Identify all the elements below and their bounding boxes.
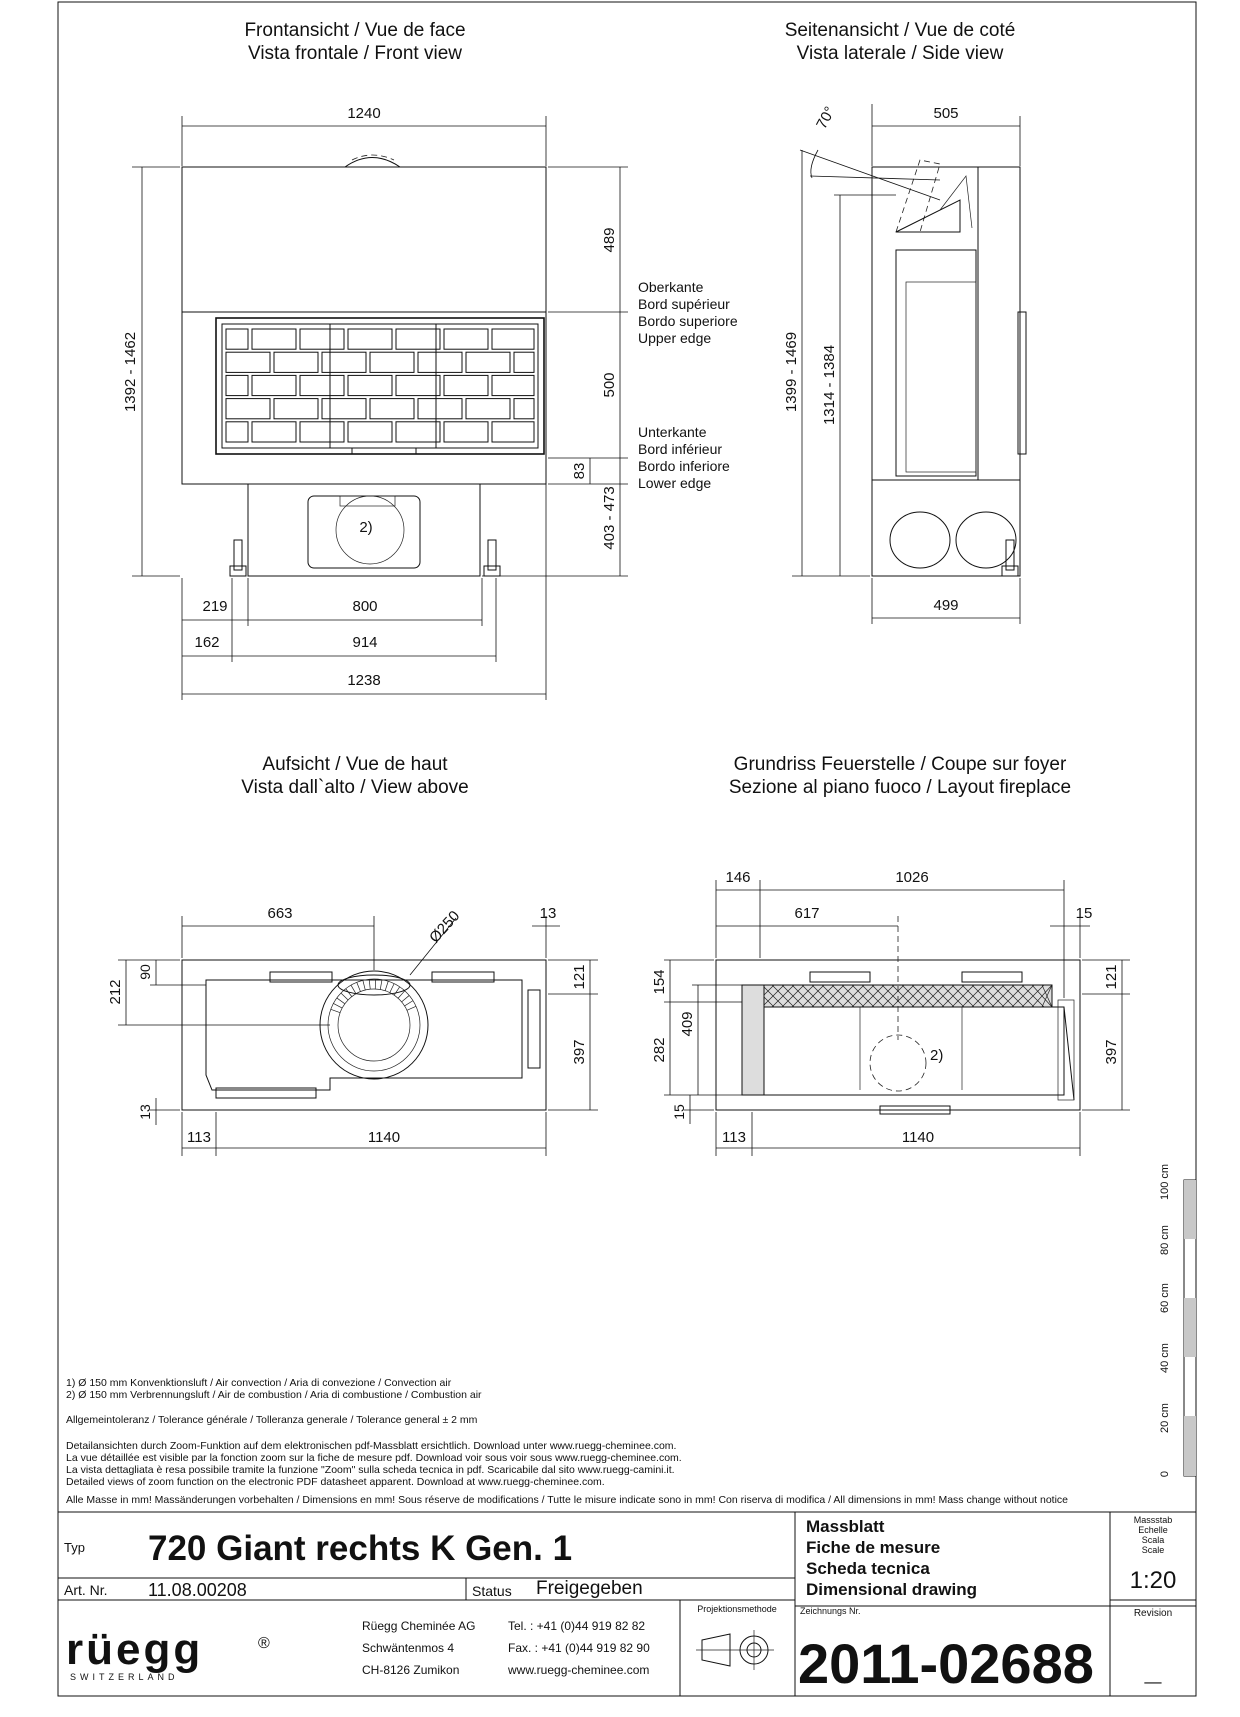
projection-label: Projektionsmethode (697, 1604, 777, 1614)
top-flue-rays (331, 979, 416, 1013)
firebrick (466, 399, 510, 419)
plan-view-title-2: Sezione al piano fuoco / Layout fireplace (728, 777, 1072, 798)
logo-text: rüegg (66, 1625, 204, 1674)
plan-dim-397: 397 (1103, 1039, 1120, 1065)
ruegg-logo (66, 1625, 270, 1682)
top-dim-397: 397 (571, 1039, 588, 1065)
plan-dim-409: 409 (679, 1011, 696, 1037)
scale-label-60: 60 cm (1159, 1283, 1171, 1313)
firebrick (322, 352, 366, 372)
side-dim-depth-bottom: 499 (933, 597, 959, 614)
plan-dim-1026: 1026 (895, 869, 929, 886)
side-view (783, 20, 1026, 624)
front-dim-width-top: 1240 (347, 105, 381, 122)
zoom-note-de: Detailansichten durch Zoom-Funktion auf dem elektronischen pdf-Massblatt ersichtlich. Download unter www.ruegg-cheminee.com. (66, 1440, 677, 1452)
plan-dim-15a: 15 (1075, 905, 1093, 922)
top-dim-113: 113 (187, 1129, 211, 1146)
side-view-title-1: Seitenansicht / Vue de coté (784, 20, 1016, 41)
firebrick (274, 399, 318, 419)
top-dim-663: 663 (267, 905, 293, 922)
front-dim-width-bottom: 1238 (347, 672, 381, 689)
scale-label-3: Scala (1141, 1535, 1165, 1545)
side-dim-h2: 1314 - 1384 (821, 344, 838, 426)
firebrick (396, 329, 440, 349)
scale-label-4: Scale (1141, 1545, 1165, 1555)
firebrick (252, 329, 296, 349)
lower-edge-line-4: Lower edge (638, 475, 712, 491)
scale-label-80: 80 cm (1159, 1225, 1171, 1255)
scale-label-100: 100 cm (1159, 1163, 1171, 1201)
company-tel: Tel. : +41 (0)44 919 82 82 (508, 1619, 646, 1633)
status-value: Freigegeben (536, 1578, 643, 1599)
firebrick (300, 375, 344, 395)
revision-value: _ (1144, 1654, 1162, 1687)
art-nr-label: Art. Nr. (64, 1582, 108, 1598)
front-dim-lower: 83 (571, 462, 588, 480)
plan-dim-154: 154 (651, 969, 668, 995)
plan-dim-617: 617 (794, 905, 820, 922)
top-dim-90: 90 (137, 964, 153, 980)
front-view (122, 20, 738, 700)
firebrick (492, 375, 534, 395)
side-dim-depth-top: 505 (933, 105, 959, 122)
top-dim-13b: 13 (137, 1104, 153, 1120)
upper-edge-line-4: Upper edge (638, 330, 712, 346)
firebrick (300, 329, 344, 349)
note-all-dimensions (66, 1494, 1068, 1506)
firebrick (348, 422, 392, 442)
company-city: CH-8126 Zumikon (362, 1663, 460, 1677)
plan-dim-1140: 1140 (901, 1129, 935, 1146)
scale-label-20: 20 cm (1159, 1403, 1171, 1433)
front-dim-162: 162 (194, 634, 220, 651)
note-1: 1) Ø 150 mm Konvenktionsluft / Air convection / Aria di convezione / Convection air (66, 1377, 452, 1389)
plan-air-opening (870, 1035, 926, 1091)
doc-type-3: Scheda tecnica (806, 1559, 930, 1578)
side-view-title-2: Vista laterale / Side view (796, 43, 1004, 64)
title-block (58, 1512, 1196, 1696)
upper-edge-line-1: Oberkante (638, 279, 704, 295)
firebrick (492, 422, 534, 442)
firebrick (514, 399, 534, 419)
front-dim-219: 219 (202, 598, 228, 615)
side-dim-h1: 1399 - 1469 (783, 331, 800, 413)
front-dim-base: 403 - 473 (601, 486, 618, 550)
firebrick (514, 352, 534, 372)
status-label: Status (472, 1583, 512, 1599)
firebrick (396, 375, 440, 395)
front-firebricks (226, 324, 534, 448)
notes-zoom (66, 1440, 682, 1488)
drawing-no: 2011-02688 (798, 1632, 1094, 1695)
top-view-title-2: Vista dall`alto / View above (241, 777, 469, 798)
top-dim-121: 121 (571, 964, 588, 990)
front-view-title-1: Frontansicht / Vue de face (244, 20, 466, 41)
tolerance-text: Allgemeintoleranz / Tolerance générale / Tolleranza generale / Tolerance general ± 2 mm (66, 1414, 478, 1426)
top-view (107, 754, 598, 1156)
firebrick (348, 375, 392, 395)
note-tolerance (66, 1414, 477, 1426)
front-dim-800: 800 (352, 598, 378, 615)
front-dim-914: 914 (352, 634, 378, 651)
scale-label-0: 0 (1159, 1470, 1171, 1478)
firebrick (370, 352, 414, 372)
plan-dim-282: 282 (651, 1037, 668, 1063)
top-dim-13a: 13 (539, 905, 557, 922)
plan-dim-15b: 15 (671, 1104, 687, 1120)
firebrick (226, 352, 270, 372)
front-dim-door: 500 (601, 372, 618, 398)
zoom-note-it: La vista dettagliata è resa possibile tramite la funzione "Zoom" sulla scheda tecnica in pdf. Scaricabile dal sito www.ruegg-camini.it. (66, 1464, 675, 1476)
firebrick (444, 375, 488, 395)
company-fax: Fax. : +41 (0)44 919 82 90 (508, 1641, 650, 1655)
front-dim-upper: 489 (601, 227, 618, 253)
doc-type-2: Fiche de mesure (806, 1538, 941, 1557)
logo-sub: SWITZERLAND (70, 1672, 179, 1682)
firebrick (444, 422, 488, 442)
plan-view (651, 754, 1130, 1156)
company-street: Schwäntenmos 4 (362, 1641, 455, 1655)
firebrick (418, 352, 462, 372)
zoom-note-en: Detailed views of zoom function on the electronic PDF datasheet apparent. Download at www.ruegg-cheminee.com. (66, 1476, 605, 1488)
drawing-no-label: Zeichnungs Nr. (800, 1606, 861, 1616)
scale-label-1: Massstab (1133, 1515, 1173, 1525)
firebrick (274, 352, 318, 372)
note-2: 2) Ø 150 mm Verbrennungsluft / Air de combustion / Aria di combustione / Combustion air (66, 1389, 482, 1401)
doc-type-4: Dimensional drawing (806, 1580, 977, 1599)
firebrick (252, 422, 296, 442)
top-dim-212: 212 (107, 979, 124, 1005)
doc-type-1: Massblatt (806, 1517, 885, 1536)
notes-footnotes (66, 1377, 482, 1401)
front-hood (182, 167, 546, 312)
projection-symbol-icon (696, 1630, 774, 1670)
front-callout-2: 2) (359, 519, 373, 536)
firebrick (226, 422, 248, 442)
top-dim-flue: Ø250 (426, 907, 464, 947)
all-dimensions-text: Alle Masse in mm! Massänderungen vorbehalten / Dimensions en mm! Sous réserve de modifications / Tutte le misure indicate sono in mm! Con riserva di modifica / All dimensions in mm! Mass change without notice (66, 1494, 1069, 1506)
scale-label-2: Echelle (1138, 1525, 1168, 1535)
side-body (872, 167, 1020, 480)
upper-edge-line-3: Bordo superiore (638, 313, 738, 329)
plan-callout-2: 2) (930, 1047, 944, 1064)
side-air-opening-1 (890, 512, 950, 568)
scale-label-40: 40 cm (1159, 1343, 1171, 1373)
scale-value: 1:20 (1129, 1567, 1177, 1594)
plan-view-title-1: Grundriss Feuerstelle / Coupe sur foyer (733, 754, 1067, 775)
company-name: Rüegg Cheminée AG (362, 1619, 476, 1633)
firebrick (322, 399, 366, 419)
top-dim-1140: 1140 (367, 1129, 401, 1146)
revision-label: Revision (1133, 1608, 1173, 1619)
plan-dim-113: 113 (722, 1129, 746, 1146)
firebrick (348, 329, 392, 349)
firebrick (226, 375, 248, 395)
scale-bar (1159, 1164, 1196, 1477)
firebrick (492, 329, 534, 349)
logo-reg: ® (258, 1635, 270, 1652)
plan-dim-146: 146 (725, 869, 751, 886)
firebrick (300, 422, 344, 442)
top-flue (320, 971, 428, 1079)
zoom-note-fr: La vue détaillée est visible par la fonction zoom sur la fiche de mesure pdf. Download voir sous voir sous www.ruegg-cheminee.com. (66, 1452, 682, 1464)
firebrick (370, 399, 414, 419)
firebrick (226, 399, 270, 419)
firebrick (252, 375, 296, 395)
upper-edge-line-2: Bord supérieur (638, 296, 730, 312)
firebrick (226, 329, 248, 349)
firebrick (396, 422, 440, 442)
lower-edge-line-3: Bordo inferiore (638, 458, 730, 474)
front-door-handle (352, 448, 416, 454)
firebrick (444, 329, 488, 349)
front-view-title-2: Vista frontale / Front view (247, 43, 463, 64)
typ-label: Typ (64, 1540, 85, 1555)
typ-value: 720 Giant rechts K Gen. 1 (148, 1529, 573, 1568)
top-view-title-1: Aufsicht / Vue de haut (262, 754, 448, 775)
lower-edge-line-2: Bord inférieur (638, 441, 723, 457)
plan-dim-121: 121 (1103, 964, 1120, 990)
art-nr-value: 11.08.00208 (148, 1580, 247, 1600)
side-dim-angle: 70° (813, 103, 839, 132)
lower-edge-line-1: Unterkante (638, 424, 707, 440)
firebrick (418, 399, 462, 419)
front-dim-height-total: 1392 - 1462 (122, 331, 139, 413)
firebrick (466, 352, 510, 372)
company-web: www.ruegg-cheminee.com (508, 1663, 650, 1677)
